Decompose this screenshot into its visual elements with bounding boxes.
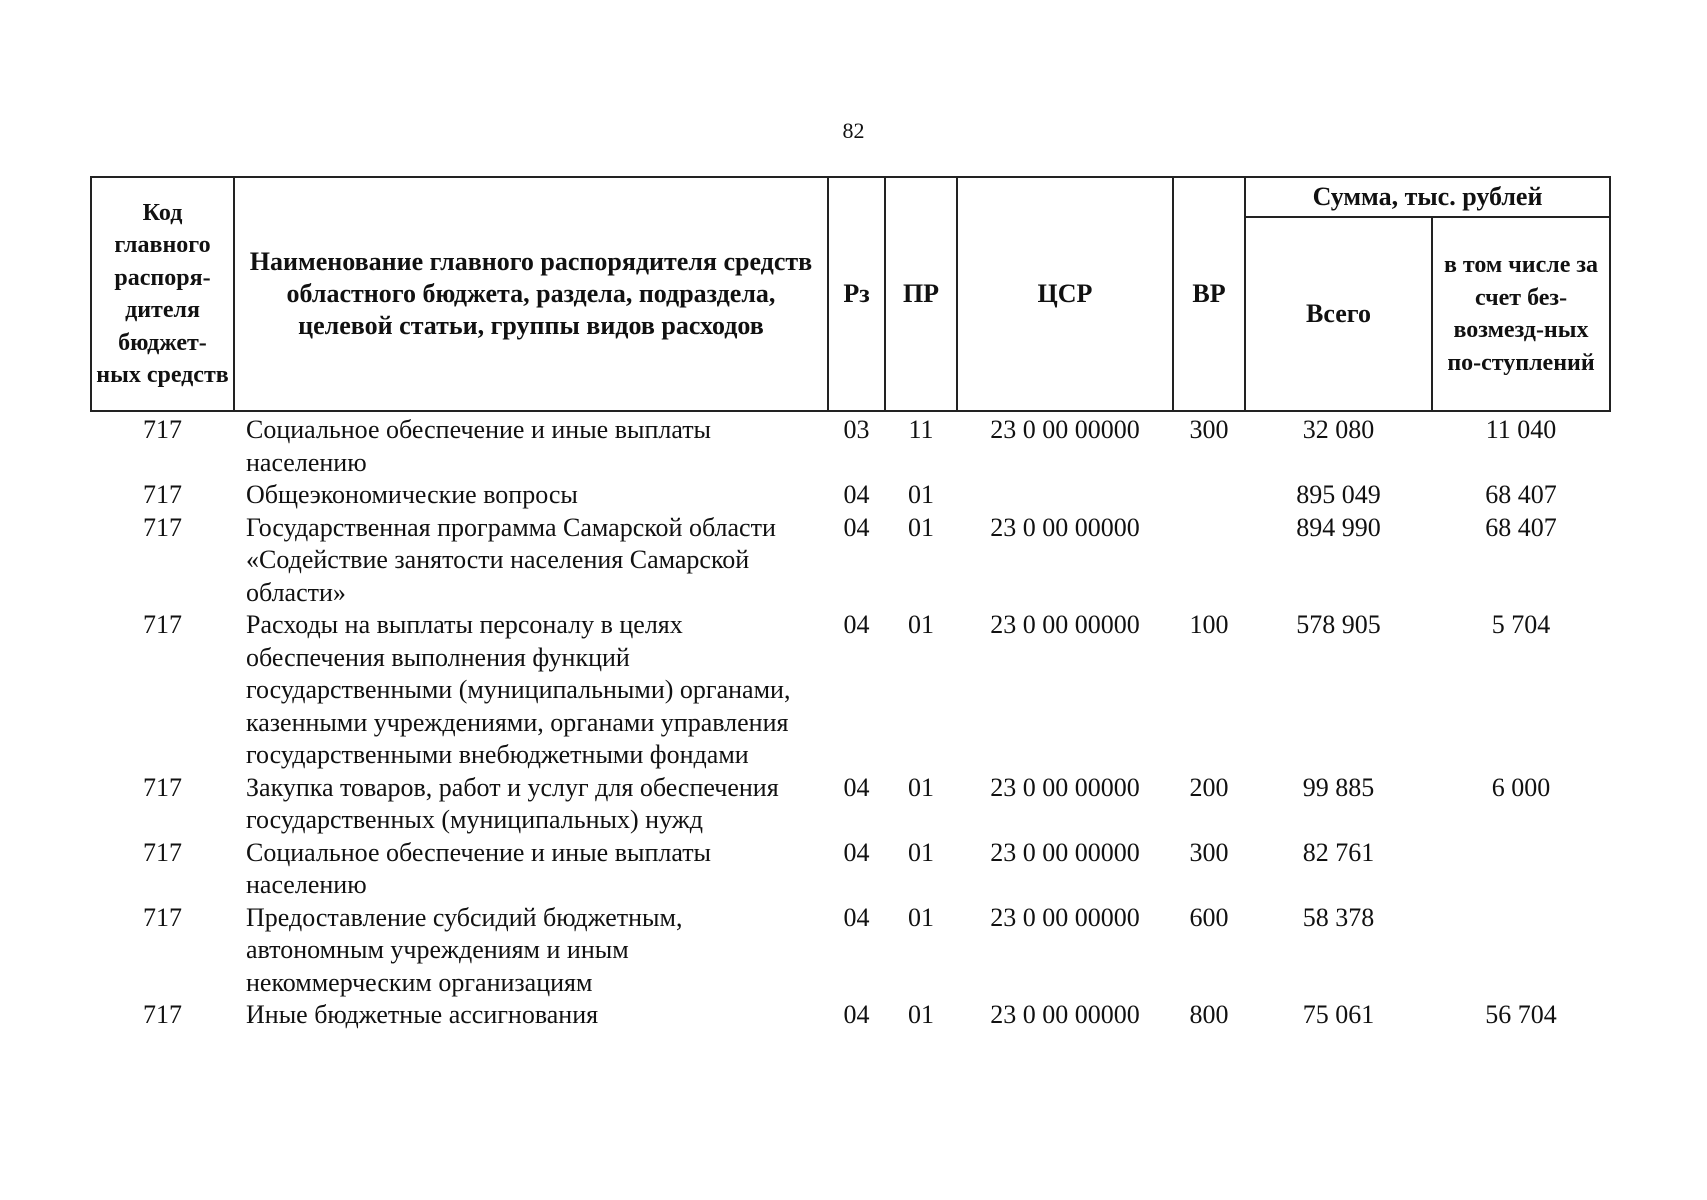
cell-rz: 04 bbox=[843, 837, 870, 867]
cell-rz: 04 bbox=[843, 512, 870, 542]
cell-vr: 800 bbox=[1189, 1000, 1229, 1029]
cell-pr: 01 bbox=[908, 772, 934, 802]
cell-csr bbox=[957, 479, 1173, 512]
cell-name: Социальное обеспечение и иные выплаты населению bbox=[246, 415, 712, 477]
cell-code: 717 bbox=[143, 480, 182, 509]
cell-total: 32 080 bbox=[1302, 415, 1375, 444]
cell-vr bbox=[1173, 512, 1245, 610]
table-row bbox=[91, 772, 1610, 837]
cell-csr: 23 0 00 00000 bbox=[990, 772, 1140, 802]
cell-csr: 23 0 00 00000 bbox=[990, 415, 1140, 444]
cell-total: 82 761 bbox=[1302, 837, 1375, 867]
cell-rz: 03 bbox=[843, 415, 870, 444]
header-csr: ЦСР bbox=[957, 177, 1173, 411]
cell-incl: 6 000 bbox=[1491, 772, 1551, 802]
cell-incl: 11 040 bbox=[1485, 415, 1557, 444]
page-number: 82 bbox=[842, 118, 865, 143]
cell-total: 58 378 bbox=[1302, 902, 1375, 932]
header-row bbox=[91, 177, 1610, 217]
cell-code: 717 bbox=[143, 772, 182, 802]
table-row bbox=[91, 999, 1610, 1032]
header-rz: Рз bbox=[828, 177, 885, 411]
cell-pr: 11 bbox=[908, 415, 934, 444]
cell-csr: 23 0 00 00000 bbox=[990, 1000, 1140, 1029]
cell-incl: 68 407 bbox=[1485, 480, 1557, 509]
table-row bbox=[91, 902, 1610, 1000]
cell-total: 578 905 bbox=[1296, 610, 1381, 639]
cell-total: 99 885 bbox=[1302, 772, 1375, 802]
cell-incl: 56 704 bbox=[1485, 1000, 1557, 1029]
header-sum-group: Сумма, тыс. рублей bbox=[1245, 177, 1610, 217]
cell-name: Иные бюджетные ассигнования bbox=[246, 1000, 599, 1029]
cell-vr: 300 bbox=[1189, 415, 1229, 444]
cell-total: 895 049 bbox=[1296, 480, 1381, 509]
cell-rz: 04 bbox=[843, 772, 870, 802]
cell-name: Социальное обеспечение и иные выплаты населению bbox=[246, 837, 712, 899]
header-name: Наименование главного распорядителя средств областного бюджета, раздела, подраздела, целевой статьи, группы видов расходов bbox=[234, 177, 828, 411]
cell-pr: 01 bbox=[908, 837, 934, 867]
table-row bbox=[91, 512, 1610, 610]
budget-table bbox=[90, 176, 1611, 1032]
header-vr: ВР bbox=[1173, 177, 1245, 411]
table-row bbox=[91, 837, 1610, 902]
cell-total: 75 061 bbox=[1302, 1000, 1375, 1029]
cell-vr bbox=[1173, 479, 1245, 512]
cell-incl bbox=[1432, 902, 1610, 1000]
cell-csr: 23 0 00 00000 bbox=[990, 902, 1140, 932]
cell-vr: 100 bbox=[1189, 610, 1229, 639]
cell-pr: 01 bbox=[908, 610, 934, 639]
cell-csr: 23 0 00 00000 bbox=[990, 837, 1140, 867]
cell-pr: 01 bbox=[908, 512, 934, 542]
cell-incl: 5 704 bbox=[1491, 610, 1551, 639]
cell-rz: 04 bbox=[843, 1000, 870, 1029]
cell-incl: 68 407 bbox=[1485, 512, 1557, 542]
cell-rz: 04 bbox=[843, 902, 870, 932]
cell-total: 894 990 bbox=[1296, 512, 1381, 542]
cell-code: 717 bbox=[143, 512, 182, 542]
cell-name: Расходы на выплаты персоналу в целях обеспечения выполнения функций государственными (муниципальными) органами, казенными учреждениями, органами управления государственными внебюджетными фондами bbox=[246, 610, 791, 769]
cell-code: 717 bbox=[143, 1000, 182, 1029]
table-header bbox=[91, 177, 1610, 411]
table-row bbox=[91, 411, 1610, 479]
header-pr: ПР bbox=[885, 177, 957, 411]
cell-code: 717 bbox=[143, 902, 182, 932]
table-row bbox=[91, 479, 1610, 512]
cell-name: Общеэкономические вопросы bbox=[246, 480, 578, 509]
cell-csr: 23 0 00 00000 bbox=[990, 610, 1140, 639]
cell-csr: 23 0 00 00000 bbox=[990, 512, 1140, 542]
cell-rz: 04 bbox=[843, 610, 870, 639]
cell-code: 717 bbox=[143, 415, 182, 444]
cell-incl bbox=[1432, 837, 1610, 902]
cell-pr: 01 bbox=[908, 1000, 934, 1029]
cell-code: 717 bbox=[143, 837, 182, 867]
cell-vr: 600 bbox=[1189, 902, 1229, 932]
table-row bbox=[91, 609, 1610, 772]
header-code: Код главного распоря-дителя бюджет-ных средств bbox=[91, 177, 234, 411]
cell-code: 717 bbox=[143, 610, 182, 639]
cell-vr: 300 bbox=[1189, 837, 1229, 867]
cell-pr: 01 bbox=[908, 480, 934, 509]
cell-vr: 200 bbox=[1189, 772, 1229, 802]
header-total: Всего bbox=[1245, 217, 1432, 411]
cell-name: Государственная программа Самарской области «Содействие занятости населения Самарской области» bbox=[246, 512, 776, 607]
cell-rz: 04 bbox=[843, 480, 870, 509]
table-body bbox=[91, 411, 1610, 1032]
cell-name: Предоставление субсидий бюджетным, автономным учреждениям и иным некоммерческим организациям bbox=[246, 902, 683, 997]
cell-name: Закупка товаров, работ и услуг для обеспечения государственных (муниципальных) нужд bbox=[246, 772, 779, 834]
cell-pr: 01 bbox=[908, 902, 934, 932]
header-incl: в том числе за счет без-возмезд-ных по-ступлений bbox=[1432, 217, 1610, 411]
